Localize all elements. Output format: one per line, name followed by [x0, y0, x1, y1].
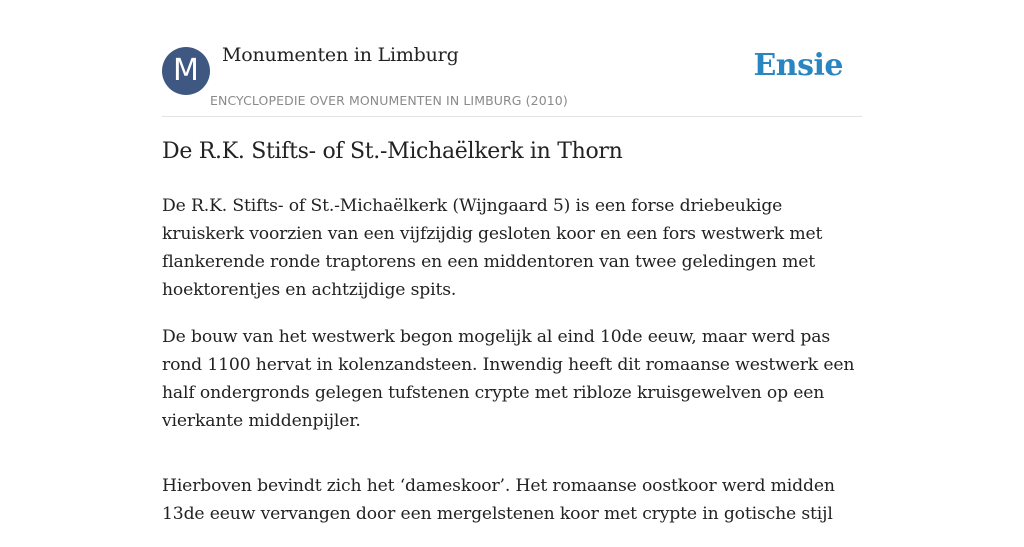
ensie-logo[interactable]: Ensie: [753, 48, 843, 83]
article-header: [162, 0, 862, 117]
article-title: De R.K. Stifts- of St.-Michaëlkerk in Thorn: [162, 139, 623, 164]
source-avatar[interactable]: M: [162, 47, 210, 95]
article-container: [162, 0, 862, 524]
source-subtitle: ENCYCLOPEDIE OVER MONUMENTEN IN LIMBURG (2010): [210, 93, 568, 108]
paragraph: De bouw van het westwerk begon mogelijk al eind 10de eeuw, maar werd pas rond 1100 hervat in kolenzandsteen. Inwendig heeft dit romaanse westwerk een half ondergronds gelegen tufstenen crypte met ribloze kruisgewelven op een vierkante middenpijler.: [162, 327, 855, 431]
article-body: [162, 192, 862, 547]
source-title-link[interactable]: Monumenten in Limburg: [222, 44, 459, 66]
paragraph: De R.K. Stifts- of St.-Michaëlkerk (Wijngaard 5) is een forse driebeukige kruiskerk voorzien van een vijfzijdig gesloten koor en een fors westwerk met flankerende ronde traptorens en een middentoren van twee geledingen met hoektorentjes en achtzijdige spits.: [162, 196, 823, 300]
paragraph: Hierboven bevindt zich het ‘dameskoor’. Het romaanse oostkoor werd midden 13de eeuw vervangen door een mergelstenen koor met crypte in gotische stijl: [162, 476, 835, 524]
